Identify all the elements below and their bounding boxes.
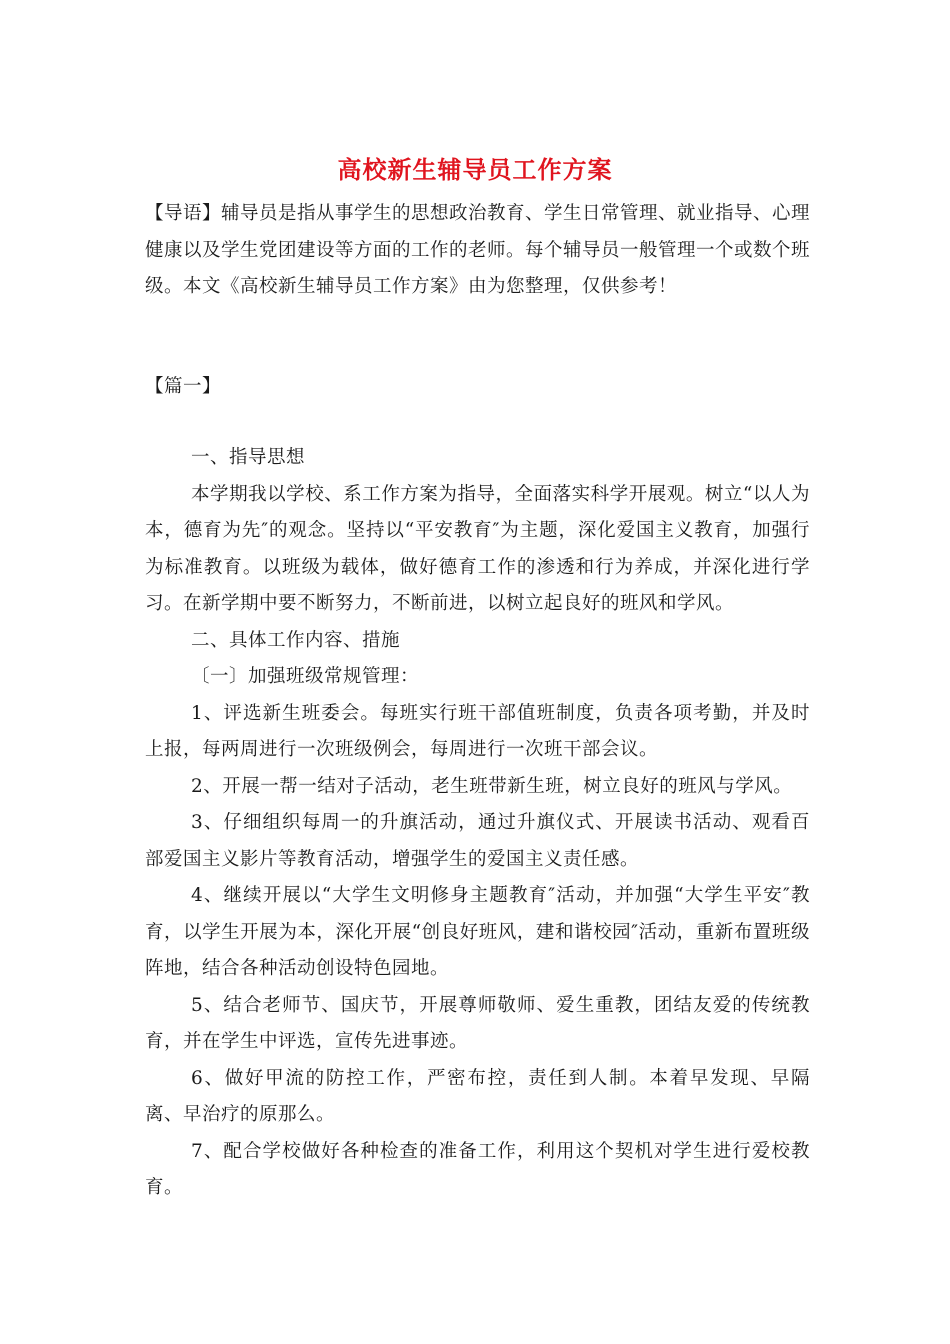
list-item: 3、仔细组织每周一的升旗活动，通过升旗仪式、开展读书活动、观看百部爱国主义影片等教育活动，增强学生的爱国主义责任感。	[145, 812, 810, 870]
subsection1-heading: 〔一〕加强班级常规管理：	[191, 666, 420, 687]
intro-block	[145, 196, 810, 306]
list-item: 1、评选新生班委会。每班实行班干部值班制度，负责各项考勤，并及时上报，每两周进行一次班级例会，每周进行一次班干部会议。	[145, 702, 810, 760]
list-item: 4、继续开展以“大学生文明修身主题教育″活动，并加强“大学生平安″教育，以学生开展为本，深化开展“创良好班风，建和谐校园″活动，重新布置班级阵地，结合各种活动创设特色园地。	[145, 885, 810, 979]
section1-paragraph: 本学期我以学校、系工作方案为指导，全面落实科学开展观。树立“以人为本，德育为先″的观念。坚持以“平安教育″为主题，深化爱国主义教育，加强行为标准教育。以班级为载体，做好德育工作的渗透和行为养成，并深化进行学习。在新学期中要不断努力，不断前进，以树立起良好的班风和学风。	[145, 483, 810, 614]
intro-paragraph: 【导语】辅导员是指从事学生的思想政治教育、学生日常管理、就业指导、心理健康以及学生党团建设等方面的工作的老师。每个辅导员一般管理一个或数个班级。本文《高校新生辅导员工作方案》由为您整理，仅供参考！	[145, 203, 811, 297]
document-title: 高校新生辅导员工作方案	[337, 155, 613, 184]
section1-heading: 一、指导思想	[191, 447, 306, 468]
list-item: 2、开展一帮一结对子活动，老生班带新生班，树立良好的班风与学风。	[191, 775, 793, 797]
part-label: 【篇一】	[145, 376, 222, 397]
list-item: 5、结合老师节、国庆节，开展尊师敬师、爱生重教，团结友爱的传统教育，并在学生中评选，宣传先进事迹。	[145, 994, 810, 1052]
list-item: 6、做好甲流的防控工作，严密布控，责任到人制。本着早发现、早隔离、早治疗的原那么。	[145, 1067, 810, 1125]
body-block	[145, 440, 810, 1207]
section2-heading: 二、具体工作内容、措施	[191, 629, 401, 651]
part-label-block	[145, 369, 810, 406]
list-item: 7、配合学校做好各种检查的准备工作，利用这个契机对学生进行爱校教育。	[145, 1140, 810, 1198]
